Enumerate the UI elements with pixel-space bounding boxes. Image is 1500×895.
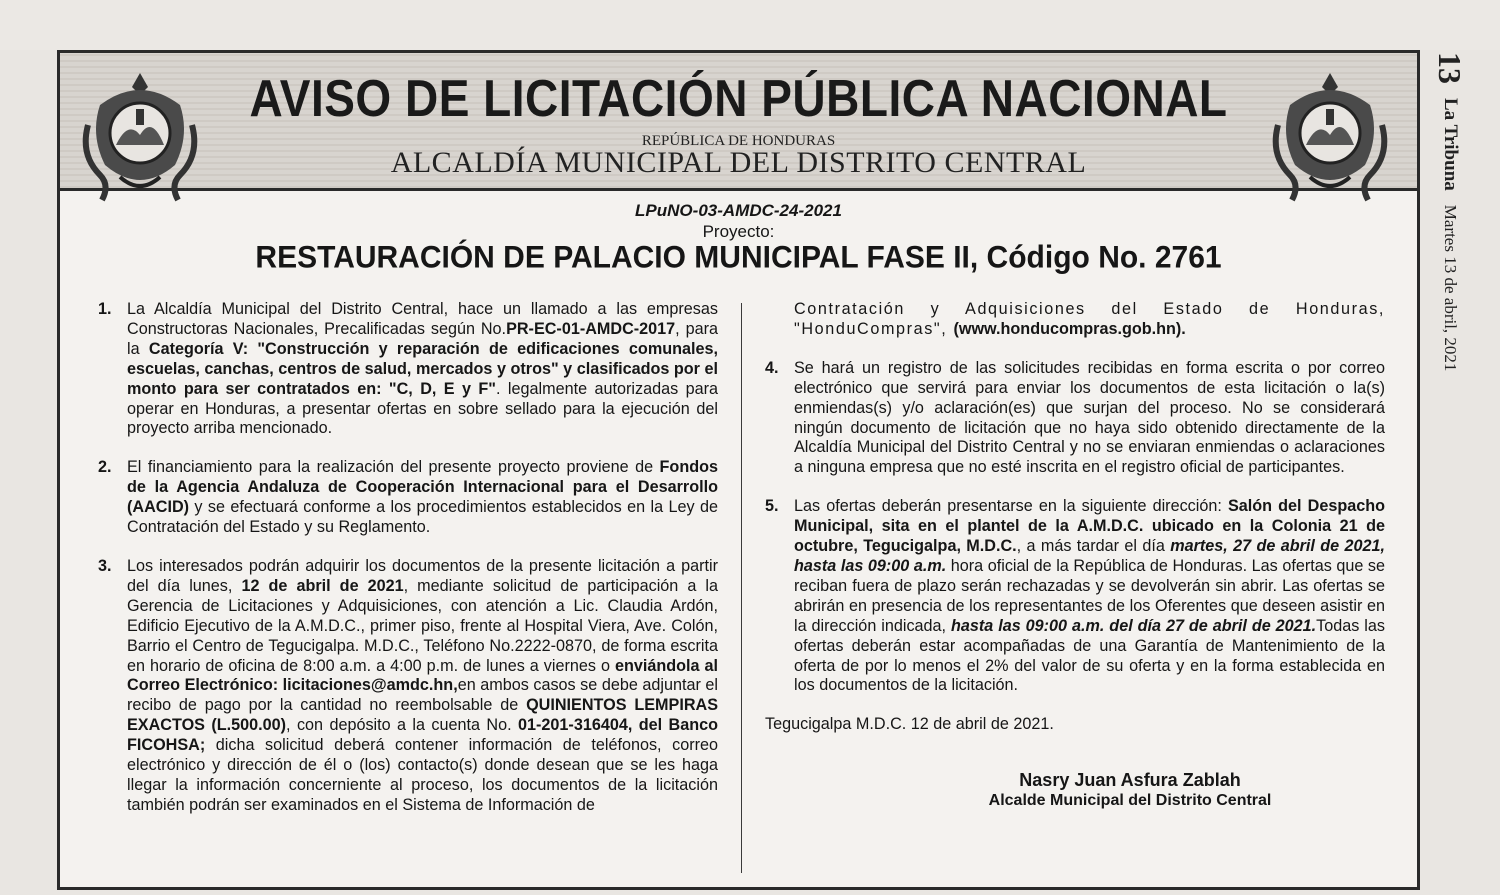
page-number: 13 [1432,52,1469,84]
clause-2 [98,458,718,538]
clause-text: , para la [127,319,718,358]
clause-number: 3. [98,556,112,575]
clause-number: 2. [98,458,112,477]
website-url: (www.honducompras.gob.hn). [953,319,1186,338]
left-column [98,300,718,835]
clause-text: . legalmente autorizadas para operar en Honduras, a presentar ofertas en sobre sellado para la ejecución del proyecto arriba mencionado. [127,379,718,438]
clause-bold: Fondos de la Agencia Andaluza de Cooperación Internacional para el Desarrollo (AACID) [127,458,718,517]
clause-text: dicha solicitud deberá contener información de teléfonos, correo electrónico y dirección de él o (los) contacto(s) donde desean que se les haga llegar la información concerniente al proceso, los documentos de la licitación también podrán ser examinados en el Sistema de Información de [127,736,718,814]
tender-notice [57,50,1420,890]
deadline: martes, 27 de abril de 2021, hasta las 09:00 a.m. [794,537,1385,575]
clause-number: 4. [765,358,779,377]
clause-text: Todas las ofertas deberán estar acompañadas de una Garantía de Mantenimiento de la oferta de por lo menos el 2% del valor de su oferta y en la forma establecida en los documentos de la licitación. [794,616,1385,695]
clause-4 [765,359,1385,478]
issue-date: Tegucigalpa M.D.C. 12 de abril de 2021. [765,715,1054,734]
opening-time: hasta las 09:00 a.m. del día 27 de abril de 2021. [950,616,1317,635]
clause-text: Se hará un registro de las solicitudes recibidas en forma escrita o por correo electrónico que servirá para enviar los documentos de esta licitación o la(s) enmiendas(s) y/o aclaración(es) que surjan del proceso. No se considerará ningún documento de licitación que no haya sido obtenido directamente de la Alcaldía Municipal del Distrito Central y no se enviaran enmiendas o aclaraciones a ninguna empresa que no esté inscrita en el registro oficial de participantes. [794,358,1385,477]
column-divider [741,303,742,873]
clause-bold: PR-EC-01-AMDC-2017 [506,319,676,338]
email-address: enviándola al Correo Electrónico: licitaciones@amdc.hn, [127,656,719,695]
clause-5 [765,497,1385,696]
republic-label: REPÚBLICA DE HONDURAS [641,133,836,149]
clause-text: Las ofertas deberán presentarse en la siguiente dirección: [794,497,1228,516]
clause-text: , a más tardar el día [1016,537,1171,556]
clause-3-continuation [794,300,1385,340]
project-label: Proyecto: [702,222,775,241]
clause-text: Los interesados podrán adquirir los documentos de la presente licitación a partir del día lunes, [127,556,718,595]
clause-1 [98,300,718,439]
clause-bold: Categoría V: "Construcción y reparación de edificaciones comunales, escuelas, canchas, centros de salud, mercados y otros" y clasificados por el monto para ser contratados en: "C, D, E y F" [127,339,718,398]
notice-header [60,53,1417,191]
newspaper-name: La Tribuna [1440,98,1461,191]
newspaper-date: Martes 13 de abril, 2021 [1441,204,1460,372]
clause-number: 1. [98,300,112,318]
clause-text: La Alcaldía Municipal del Distrito Central, hace un llamado a las empresas Constructoras Nacionales, Precalificadas según No. [127,300,718,338]
clause-3 [98,557,718,816]
clause-bold: Salón del Despacho Municipal, sita en el plantel de la A.M.D.C. ubicado en la Colonia 21 de octubre, Tegucigalpa, M.D.C. [794,497,1385,556]
clause-bold: 12 de abril de 2021 [241,576,404,595]
right-column [765,300,1385,811]
signer-name: Nasry Juan Asfura Zablah [1019,770,1241,791]
newspaper-page-header [1420,52,1480,412]
alcaldia-name: ALCALDÍA MUNICIPAL DEL DISTRITO CENTRAL [390,146,1087,179]
tender-code: LPuNO-03-AMDC-24-2021 [635,201,842,220]
clause-text: en ambos casos se debe adjuntar el recibo de pago por la cantidad no reembolsable de [127,676,718,715]
bank-account: 01-201-316404, del Banco FICOHSA; [127,716,718,755]
clause-number: 5. [765,497,779,516]
clause-bold: QUINIENTOS LEMPIRAS EXACTOS (L.500.00) [127,696,718,735]
clause-text: , con depósito a la cuenta No. [286,716,519,735]
clause-text: hora oficial de la República de Honduras. Las ofertas que se reciban fuera de plazo serán rechazadas y se devolverán sin abrir. Las ofertas se abrirán en presencia de los representantes de los Oferentes que deseen asistir en la dirección indicada, [794,556,1386,635]
clause-text: y se efectuará conforme a los procedimientos establecidos en la Ley de Contratación del Estado y su Reglamento. [127,498,718,537]
signer-title: Alcalde Municipal del Distrito Central [988,792,1272,810]
newspaper-top-edge [0,0,1500,50]
project-title: RESTAURACIÓN DE PALACIO MUNICIPAL FASE II, Código No. 2761 [255,240,1222,275]
notice-title: AVISO DE LICITACIÓN PÚBLICA NACIONAL [249,68,1228,128]
clause-text: Contratación y Adquisiciones del Estado de Honduras, "HonduCompras", [794,300,1385,338]
clause-text: El financiamiento para la realización del presente proyecto proviene de [127,458,660,477]
clause-text: , mediante solicitud de participación a la Gerencia de Licitaciones y Adquisiciones, con atención a Lic. Claudia Ardón, Edificio Ejecutivo de la A.M.D.C., primer piso, frente al Hospital Viera, Ave. Colón, Barrio el Centro de Tegucigalpa. M.D.C., Teléfono No.2222-0870, de forma escrita en horario de oficina de 8:00 a.m. a 4:00 p.m. de lunes a viernes o [127,576,718,675]
